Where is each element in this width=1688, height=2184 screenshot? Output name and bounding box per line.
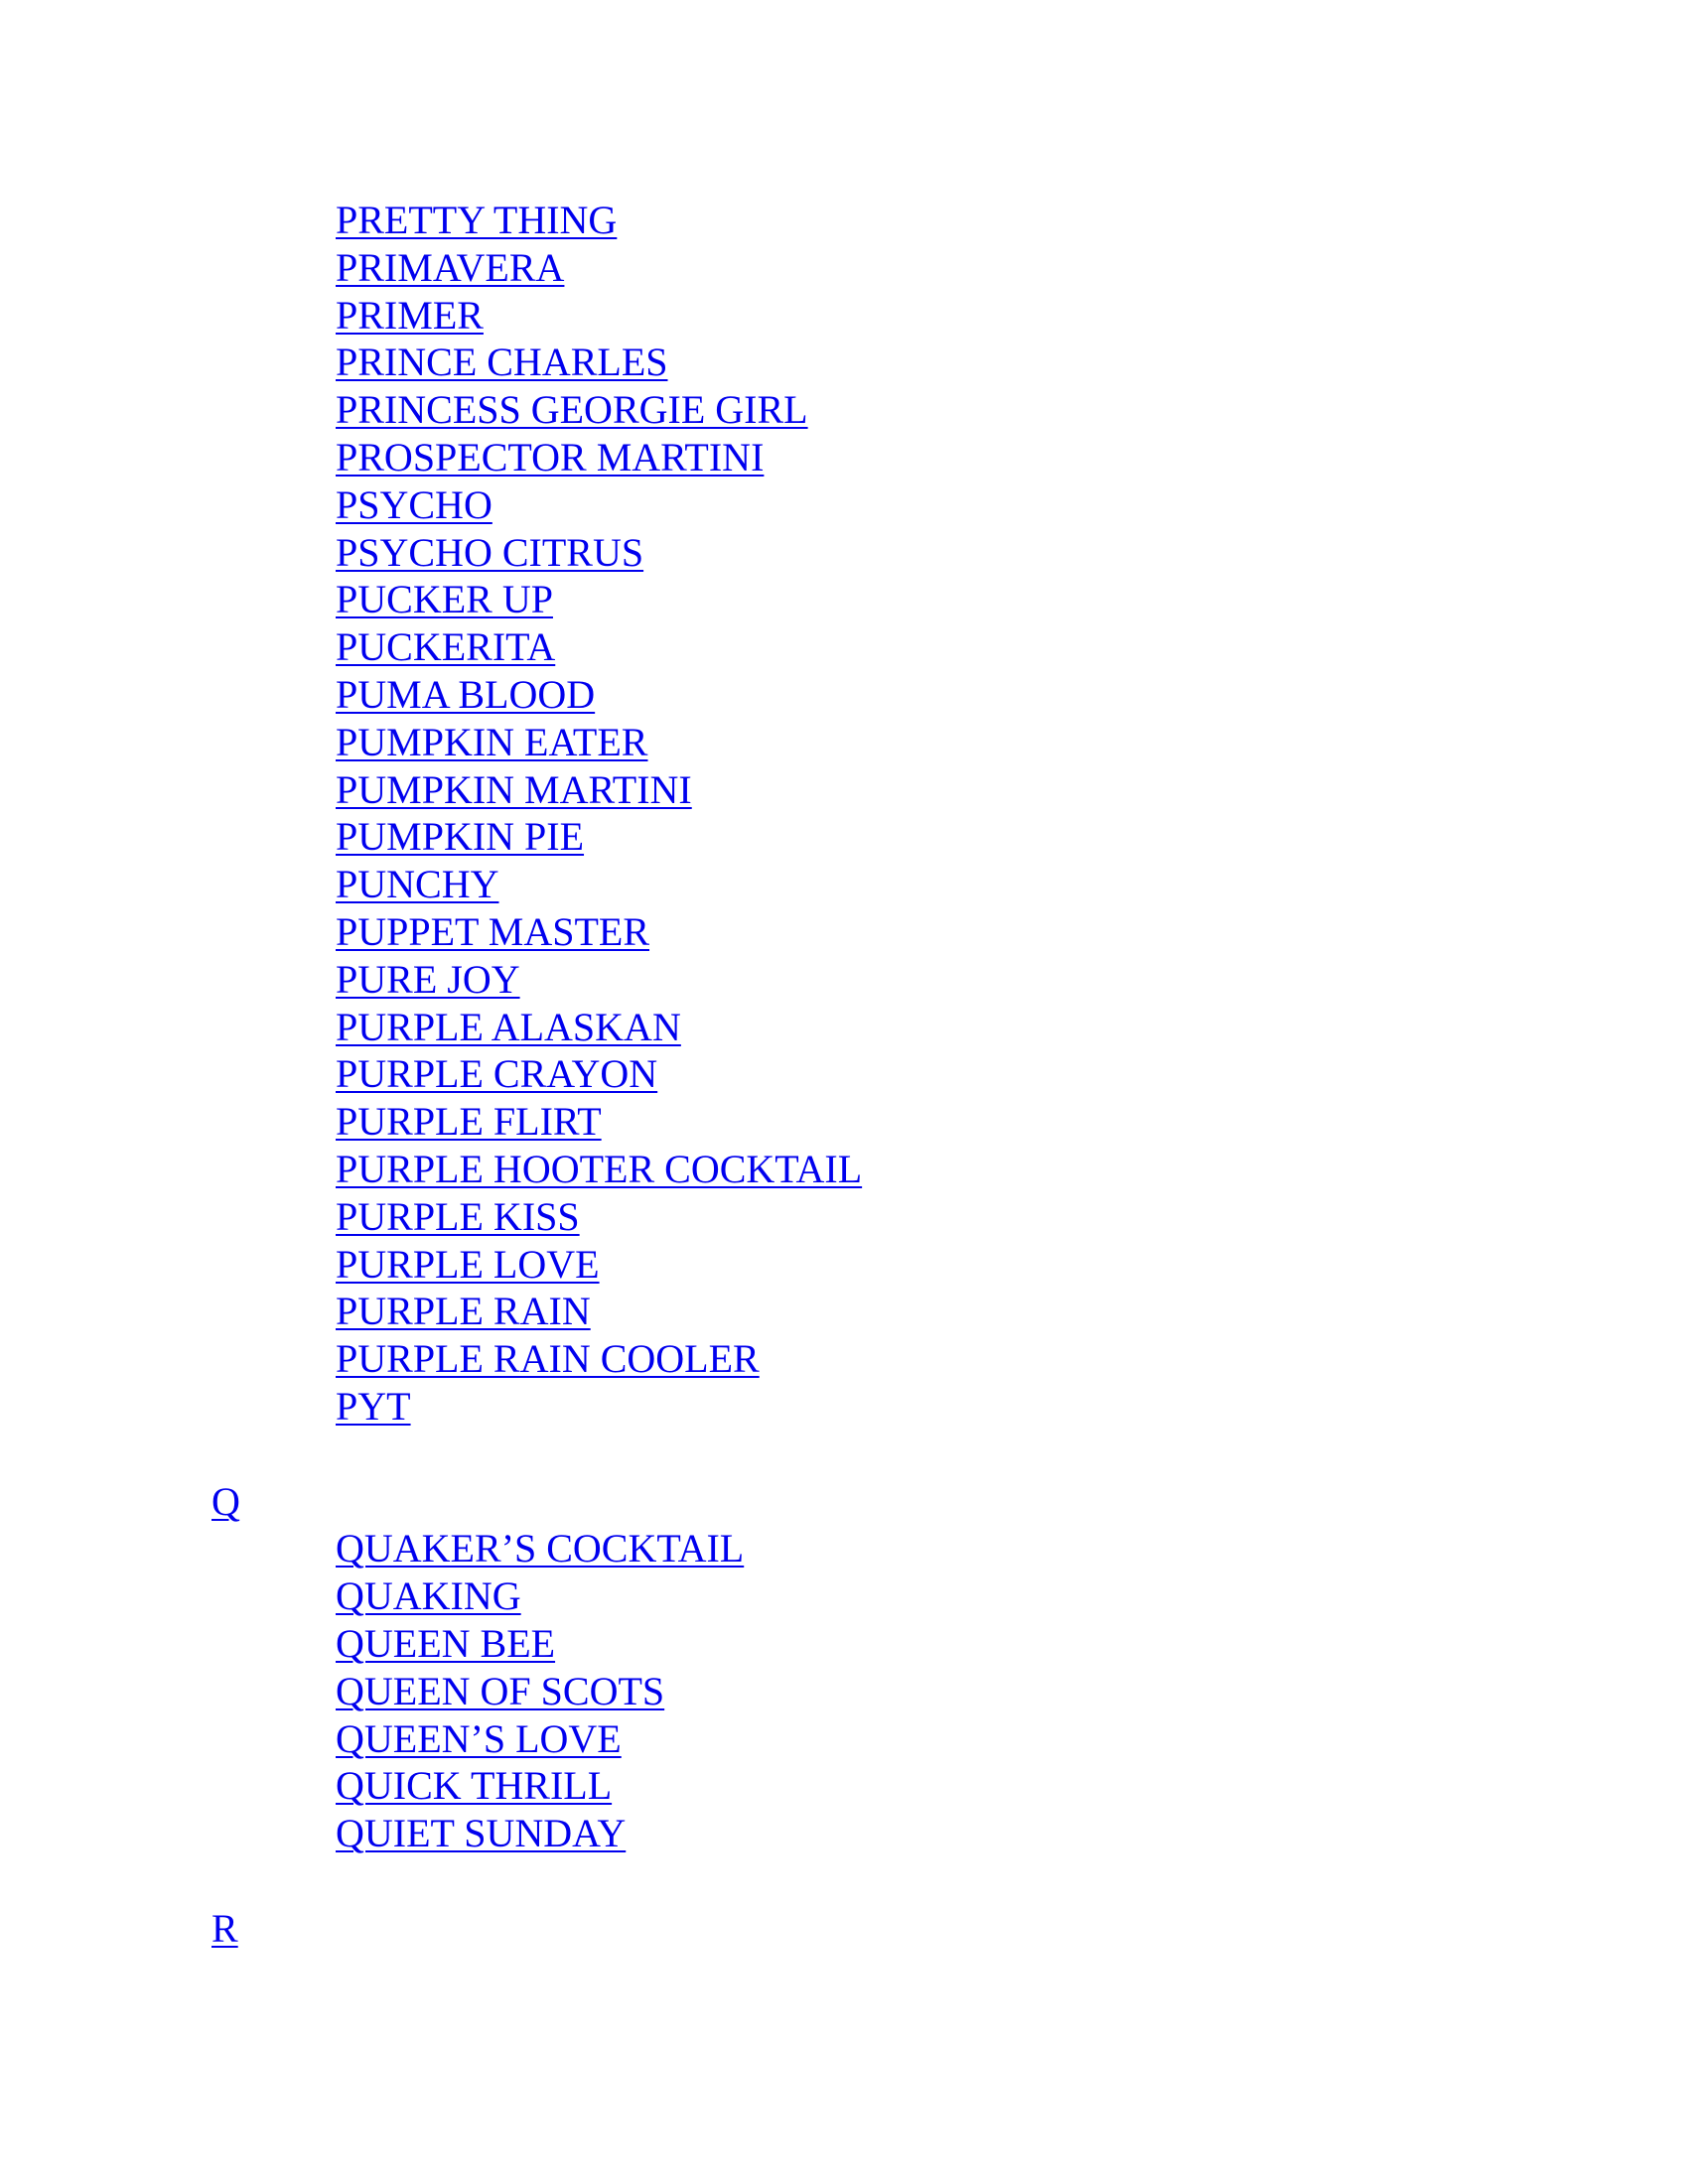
cocktail-link[interactable]: PURPLE KISS	[336, 1193, 580, 1239]
cocktail-link[interactable]: PUCKER UP	[336, 577, 553, 622]
cocktail-link[interactable]: PRIMER	[336, 292, 484, 338]
section-letter-link-r[interactable]: R	[211, 1905, 238, 1951]
cocktail-link[interactable]: QUEEN BEE	[336, 1621, 556, 1666]
cocktail-link[interactable]: PSYCHO	[336, 481, 492, 527]
cocktail-link[interactable]: PURPLE ALASKAN	[336, 1004, 681, 1049]
cocktail-link[interactable]: PUCKERITA	[336, 624, 556, 670]
cocktail-link[interactable]: PUPPET MASTER	[336, 909, 650, 954]
cocktail-link[interactable]: PUMPKIN EATER	[336, 719, 648, 764]
cocktail-link[interactable]: PURPLE CRAYON	[336, 1051, 658, 1097]
cocktail-link[interactable]: PURPLE FLIRT	[336, 1099, 602, 1145]
cocktail-link[interactable]: PUNCHY	[336, 862, 499, 907]
cocktail-link[interactable]: PSYCHO CITRUS	[336, 529, 644, 575]
section-letter-link-q[interactable]: Q	[211, 1478, 240, 1524]
cocktail-link[interactable]: QUAKING	[336, 1573, 521, 1619]
cocktail-link[interactable]: PURE JOY	[336, 956, 520, 1002]
cocktail-link[interactable]: PROSPECTOR MARTINI	[336, 435, 765, 479]
cocktail-link[interactable]: QUAKER’S COCKTAIL	[336, 1526, 745, 1571]
cocktail-link[interactable]: PRINCESS GEORGIE GIRL	[336, 387, 808, 433]
cocktail-link[interactable]: PUMPKIN MARTINI	[336, 766, 692, 812]
cocktail-link[interactable]: PURPLE LOVE	[336, 1241, 600, 1287]
cocktail-link[interactable]: PUMA BLOOD	[336, 672, 596, 717]
cocktail-link[interactable]: PURPLE HOOTER COCKTAIL	[336, 1147, 863, 1191]
cocktail-link[interactable]: QUEEN’S LOVE	[336, 1715, 622, 1761]
cocktail-link[interactable]: PRETTY THING	[336, 198, 618, 242]
cocktail-link[interactable]: PURPLE RAIN COOLER	[336, 1336, 760, 1382]
cocktail-link[interactable]: PRINCE CHARLES	[336, 340, 668, 385]
cocktail-link[interactable]: PYT	[336, 1384, 411, 1429]
cocktail-link[interactable]: PRIMAVERA	[336, 244, 565, 290]
cocktail-link[interactable]: QUICK THRILL	[336, 1763, 613, 1809]
cocktail-link[interactable]: PURPLE RAIN	[336, 1289, 591, 1334]
cocktail-link[interactable]: QUEEN OF SCOTS	[336, 1668, 665, 1713]
cocktail-link[interactable]: QUIET SUNDAY	[336, 1811, 627, 1856]
cocktail-link[interactable]: PUMPKIN PIE	[336, 814, 585, 860]
